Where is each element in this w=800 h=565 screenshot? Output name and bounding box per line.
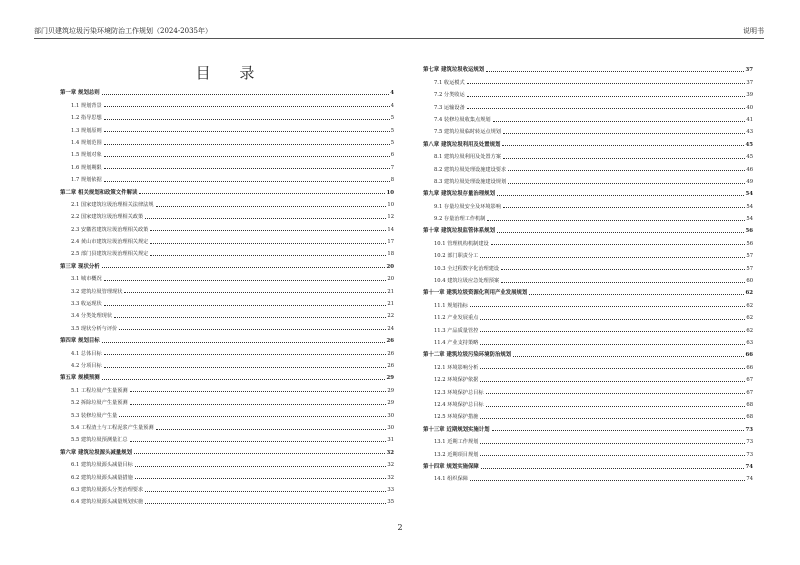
toc-entry-page: 73 [745,426,753,433]
toc-entry-page: 39 [746,92,753,99]
dot-leader [124,292,386,293]
toc-entry-title: 12.1 环境影响分析 [434,364,479,371]
dot-leader [104,367,387,368]
document-type-label: 说明书 [743,27,764,35]
dot-leader [102,267,386,268]
dot-leader [134,453,386,454]
toc-entry-page: 54 [746,203,753,210]
toc-entry-title: 第十一章 建筑垃圾资源化利用产业发展规划 [423,290,528,297]
toc-section-entry[interactable] [60,196,394,208]
toc-entry-page: 30 [387,424,394,431]
toc-section-entry[interactable] [60,468,394,480]
toc-entry-page: 24 [387,325,394,332]
toc-entry-page: 8 [390,177,394,184]
page-number: 2 [397,523,403,532]
toc-section-entry[interactable] [60,406,394,418]
toc-entry-title: 第二章 相关规划和政策文件解读 [60,189,138,196]
toc-section-entry[interactable] [423,111,753,123]
toc-section-entry[interactable] [60,319,394,331]
toc-chapter-entry[interactable] [60,369,394,381]
toc-entry-title: 12.5 环境保护措施 [434,414,479,421]
toc-entry-page: 21 [387,301,394,308]
toc-chapter-entry[interactable] [423,458,753,470]
dot-leader [491,244,746,245]
toc-entry-title: 2.1 国家建筑垃圾治理相关法律法规 [71,201,154,208]
dot-leader [480,443,745,444]
toc-section-entry[interactable] [423,470,753,482]
toc-entry-page: 18 [387,251,394,258]
toc-section-entry[interactable] [60,96,394,108]
toc-entry-page: 12 [387,214,394,221]
toc-entry-page: 68 [746,414,753,421]
toc-entry-title: 3.5 现状分析与评价 [71,325,118,332]
dot-leader [102,94,390,95]
toc-entry-page: 73 [746,439,753,446]
dot-leader [150,230,386,231]
toc-section-entry[interactable] [423,408,753,420]
toc-section-entry[interactable] [60,381,394,393]
dot-leader [130,441,387,442]
dot-leader [486,71,744,72]
toc-entry-title: 11.4 产业支持策略 [434,339,479,346]
toc-chapter-entry[interactable] [60,332,394,344]
toc-entry-title: 6.1 建筑垃圾源头减量目标 [71,462,133,469]
toc-chapter-entry[interactable] [423,222,753,234]
dot-leader [501,282,745,283]
toc-entry-page: 32 [386,449,394,456]
toc-entry-page: 73 [746,451,753,458]
toc-entry-title: 2.4 黄山市建筑垃圾治理相关规定 [71,239,149,246]
toc-entry-page: 67 [746,377,753,384]
toc-section-entry[interactable] [60,109,394,121]
toc-entry-page: 31 [387,437,394,444]
document-title: 部门贝建筑垃圾污染环境防治工作规划（2024-2035年） [34,27,212,35]
toc-entry-page: 41 [746,116,753,123]
toc-section-entry[interactable] [423,210,753,222]
toc-section-entry[interactable] [423,272,753,284]
dot-leader [480,319,745,320]
toc-chapter-entry[interactable] [423,185,753,197]
toc-entry-title: 2.3 安徽省建筑垃圾治理相关政策 [71,226,149,233]
toc-section-entry[interactable] [423,234,753,246]
toc-title: 目 录 [195,64,267,82]
toc-entry-title: 第十四章 规划实施保障 [423,463,479,470]
dot-leader [150,255,386,256]
toc-section-entry[interactable] [60,245,394,257]
dot-leader [467,96,746,97]
dot-leader [480,368,745,369]
toc-entry-title: 1.1 规划背景 [71,102,102,109]
toc-chapter-entry[interactable] [60,183,394,195]
dot-leader [508,183,745,184]
toc-section-entry[interactable] [60,134,394,146]
toc-section-entry[interactable] [423,123,753,135]
toc-entry-page: 26 [386,338,394,345]
toc-entry-title: 8.2 建筑垃圾处理设施建设要求 [434,166,507,173]
toc-entry-title: 11.3 产品质量管控 [434,327,479,334]
toc-section-entry[interactable] [423,160,753,172]
dot-leader [481,468,745,469]
toc-entry-title: 7.1 收运模式 [434,79,465,86]
toc-entry-title: 2.5 部门县建筑垃圾治理相关规定 [71,251,149,258]
toc-section-entry[interactable] [60,456,394,468]
toc-chapter-entry[interactable] [423,420,753,432]
toc-left-column [60,84,394,505]
dot-leader [480,418,745,419]
toc-entry-title: 3.4 分类处理现状 [71,313,113,320]
dot-leader [503,158,745,159]
toc-entry-page: 14 [387,226,394,233]
toc-entry-page: 35 [387,499,394,506]
toc-entry-page: 49 [746,178,753,185]
toc-entry-title: 第五章 规模预测 [60,375,100,382]
toc-chapter-entry[interactable] [423,61,753,73]
toc-section-entry[interactable] [423,396,753,408]
toc-entry-page: 74 [746,476,753,483]
toc-entry-title: 5.5 建筑垃圾预测量汇总 [71,437,128,444]
dot-leader [104,280,387,281]
toc-entry-title: 8.3 建筑垃圾处理设施建设规划 [434,178,507,185]
toc-entry-page: 26 [387,350,394,357]
toc-entry-page: 62 [746,302,753,309]
dot-leader [480,381,745,382]
toc-entry-page: 43 [746,129,753,136]
toc-entry-page: 4 [390,90,394,97]
toc-entry-title: 5.4 工程渣土与工程泥浆产生量预测 [71,424,154,431]
toc-section-entry[interactable] [60,357,394,369]
toc-entry-title: 3.1 城市概况 [71,276,102,283]
dot-leader [529,294,744,295]
toc-entry-title: 9.1 存量垃圾安全及环境影响 [434,203,501,210]
dot-leader [104,168,390,169]
toc-section-entry[interactable] [60,171,394,183]
dot-leader [104,181,390,182]
toc-entry-page: 68 [746,401,753,408]
toc-entry-title: 10.4 建筑垃圾应急处理预案 [434,278,500,285]
toc-entry-page: 57 [746,253,753,260]
toc-entry-page: 20 [386,263,394,270]
toc-section-entry[interactable] [60,208,394,220]
toc-entry-page: 10 [386,189,394,196]
toc-entry-title: 1.2 指导思想 [71,115,102,122]
toc-section-entry[interactable] [60,282,394,294]
dot-leader [150,243,386,244]
toc-entry-title: 13.2 近期项目规划 [434,451,479,458]
toc-entry-page: 56 [746,240,753,247]
dot-leader [467,108,746,109]
dot-leader [145,218,386,219]
toc-section-entry[interactable] [423,247,753,259]
toc-entry-title: 3.2 建筑垃圾管理现状 [71,288,123,295]
toc-entry-title: 5.3 装修垃圾产生量 [71,412,118,419]
dot-leader [480,455,745,456]
toc-section-entry[interactable] [423,321,753,333]
toc-entry-page: 29 [386,375,394,382]
dot-leader [119,416,386,417]
dot-leader [130,404,387,405]
toc-entry-title: 1.7 规划依据 [71,177,102,184]
toc-entry-page: 63 [746,339,753,346]
dot-leader [470,480,745,481]
dot-leader [102,379,386,380]
toc-entry-page: 54 [745,191,753,198]
toc-entry-page: 74 [745,463,753,470]
dot-leader [156,429,387,430]
toc-entry-page: 7 [390,164,394,171]
toc-entry-page: 17 [387,239,394,246]
toc-section-entry[interactable] [423,445,753,457]
toc-entry-page: 37 [745,67,753,74]
toc-entry-page: 62 [745,290,753,297]
dot-leader [104,131,390,132]
toc-section-entry[interactable] [60,481,394,493]
toc-entry-title: 13.1 近期工作规划 [434,439,479,446]
dot-leader [502,145,744,146]
dot-leader [104,156,390,157]
toc-chapter-entry[interactable] [423,135,753,147]
toc-section-entry[interactable] [60,295,394,307]
toc-entry-title: 第十三章 近期规划实施计划 [423,426,490,433]
dot-leader [135,466,387,467]
toc-entry-title: 12.2 环境保护依据 [434,377,479,384]
dot-leader [503,207,745,208]
dot-leader [145,503,386,504]
toc-entry-title: 12.4 环境保护总目标 [434,401,484,408]
toc-entry-page: 46 [746,166,753,173]
toc-entry-title: 第十章 建筑垃圾监管体系规划 [423,228,495,235]
toc-entry-page: 26 [387,362,394,369]
toc-entry-title: 第三章 现状分析 [60,263,100,270]
dot-leader [470,306,745,307]
dot-leader [497,195,745,196]
dot-leader [130,391,387,392]
toc-section-entry[interactable] [60,394,394,406]
dot-leader [104,305,387,306]
toc-section-entry[interactable] [60,233,394,245]
toc-entry-title: 4.1 总体目标 [71,350,102,357]
toc-entry-title: 14.1 组织保障 [434,476,468,483]
dot-leader [104,119,390,120]
toc-entry-title: 3.3 收运现状 [71,301,102,308]
toc-section-entry[interactable] [423,358,753,370]
dot-leader [492,430,745,431]
toc-entry-title: 8.1 建筑垃圾利用及处置方案 [434,154,501,161]
toc-entry-page: 32 [387,462,394,469]
toc-entry-page: 29 [387,387,394,394]
toc-entry-page: 22 [387,313,394,320]
toc-entry-title: 第十二章 建筑垃圾污染环境防治规划 [423,352,512,359]
toc-chapter-entry[interactable] [60,443,394,455]
toc-section-entry[interactable] [423,259,753,271]
toc-entry-title: 1.3 规划原则 [71,127,102,134]
toc-chapter-entry[interactable] [423,284,753,296]
dot-leader [497,232,745,233]
toc-section-entry[interactable] [423,98,753,110]
toc-section-entry[interactable] [423,148,753,160]
toc-entry-page: 40 [746,104,753,111]
toc-entry-title: 第六章 建筑垃圾源头减量规划 [60,449,132,456]
toc-entry-title: 第四章 规划目标 [60,338,100,345]
toc-entry-page: 5 [390,139,394,146]
toc-entry-page: 66 [746,364,753,371]
toc-entry-page: 21 [387,288,394,295]
toc-entry-title: 1.5 规划对象 [71,152,102,159]
dot-leader [104,106,390,107]
dot-leader [503,133,745,134]
dot-leader [487,220,745,221]
dot-leader [508,170,745,171]
toc-entry-page: 5 [390,127,394,134]
toc-entry-title: 10.2 部门职责分工 [434,253,479,260]
toc-entry-page: 32 [387,474,394,481]
toc-entry-title: 12.3 环境保护总目标 [434,389,484,396]
toc-section-entry[interactable] [60,493,394,505]
toc-entry-title: 7.4 装修垃圾收集点规划 [434,116,491,123]
toc-section-entry[interactable] [60,121,394,133]
toc-entry-title: 第一章 规划总则 [60,90,100,97]
toc-entry-page: 62 [746,315,753,322]
toc-entry-page: 57 [746,265,753,272]
dot-leader [114,317,386,318]
toc-section-entry[interactable] [60,146,394,158]
toc-entry-page: 60 [746,278,753,285]
toc-section-entry[interactable] [60,431,394,443]
toc-section-entry[interactable] [423,73,753,85]
toc-entry-title: 11.2 产业发展重点 [434,315,479,322]
toc-chapter-entry[interactable] [423,346,753,358]
toc-entry-title: 第七章 建筑垃圾收运规划 [423,67,485,74]
toc-section-entry[interactable] [423,309,753,321]
dot-leader [493,121,746,122]
dot-leader [486,393,746,394]
toc-section-entry[interactable] [60,220,394,232]
toc-chapter-entry[interactable] [60,257,394,269]
dot-leader [102,342,386,343]
toc-section-entry[interactable] [423,371,753,383]
toc-section-entry[interactable] [423,334,753,346]
toc-section-entry[interactable] [423,383,753,395]
dot-leader [156,206,387,207]
toc-entry-title: 11.1 规划指标 [434,302,468,309]
toc-entry-page: 30 [387,412,394,419]
toc-entry-title: 第九章 建筑垃圾存量治理规划 [423,191,495,198]
toc-entry-title: 9.2 存量治理工作机制 [434,216,486,223]
toc-entry-page: 56 [745,228,753,235]
toc-section-entry[interactable] [423,296,753,308]
toc-entry-page: 29 [387,400,394,407]
dot-leader [501,269,745,270]
dot-leader [513,356,744,357]
toc-entry-page: 10 [387,201,394,208]
toc-entry-title: 6.3 建筑垃圾源头分类治理要求 [71,486,144,493]
toc-entry-title: 10.3 全过程数字化治理建设 [434,265,500,272]
toc-entry-title: 7.3 运输设备 [434,104,465,111]
toc-entry-title: 4.2 分项目标 [71,362,102,369]
toc-section-entry[interactable] [60,158,394,170]
toc-section-entry[interactable] [423,433,753,445]
toc-entry-page: 66 [745,352,753,359]
toc-section-entry[interactable] [60,307,394,319]
toc-entry-title: 1.4 规划范围 [71,139,102,146]
page-header [34,26,764,39]
toc-entry-title: 6.4 建筑垃圾源头减量规划实施 [71,499,144,506]
dot-leader [104,144,390,145]
toc-section-entry[interactable] [423,86,753,98]
toc-entry-page: 45 [745,141,753,148]
dot-leader [119,329,386,330]
toc-entry-title: 2.2 国家建筑垃圾治理相关政策 [71,214,144,221]
toc-entry-title: 第八章 建筑垃圾利用及处置规划 [423,141,501,148]
toc-section-entry[interactable] [60,419,394,431]
dot-leader [135,478,387,479]
dot-leader [467,83,746,84]
toc-section-entry[interactable] [423,197,753,209]
toc-chapter-entry[interactable] [60,84,394,96]
toc-entry-title: 5.2 拆除垃圾产生量预测 [71,400,128,407]
toc-entry-title: 5.1 工程垃圾产生量预测 [71,387,128,394]
toc-entry-page: 33 [387,486,394,493]
dot-leader [480,344,745,345]
toc-right-column [423,61,753,482]
toc-section-entry[interactable] [423,173,753,185]
dot-leader [480,257,745,258]
toc-entry-title: 7.5 建筑垃圾临时转运点规划 [434,129,501,136]
toc-entry-title: 1.6 规划期限 [71,164,102,171]
dot-leader [145,491,386,492]
toc-entry-page: 37 [746,79,753,86]
dot-leader [139,193,385,194]
toc-entry-page: 4 [390,102,394,109]
toc-entry-title: 7.2 分类收运 [434,92,465,99]
toc-section-entry[interactable] [60,344,394,356]
toc-entry-page: 6 [390,152,394,159]
toc-entry-page: 62 [746,327,753,334]
dot-leader [486,406,746,407]
toc-entry-page: 54 [746,216,753,223]
toc-entry-page: 67 [746,389,753,396]
toc-entry-title: 6.2 建筑垃圾源头减量措施 [71,474,133,481]
toc-entry-title: 10.1 管理机构机制建设 [434,240,489,247]
toc-section-entry[interactable] [60,270,394,282]
toc-entry-page: 45 [746,154,753,161]
dot-leader [480,331,745,332]
toc-entry-page: 20 [387,276,394,283]
toc-entry-page: 5 [390,115,394,122]
dot-leader [104,354,387,355]
